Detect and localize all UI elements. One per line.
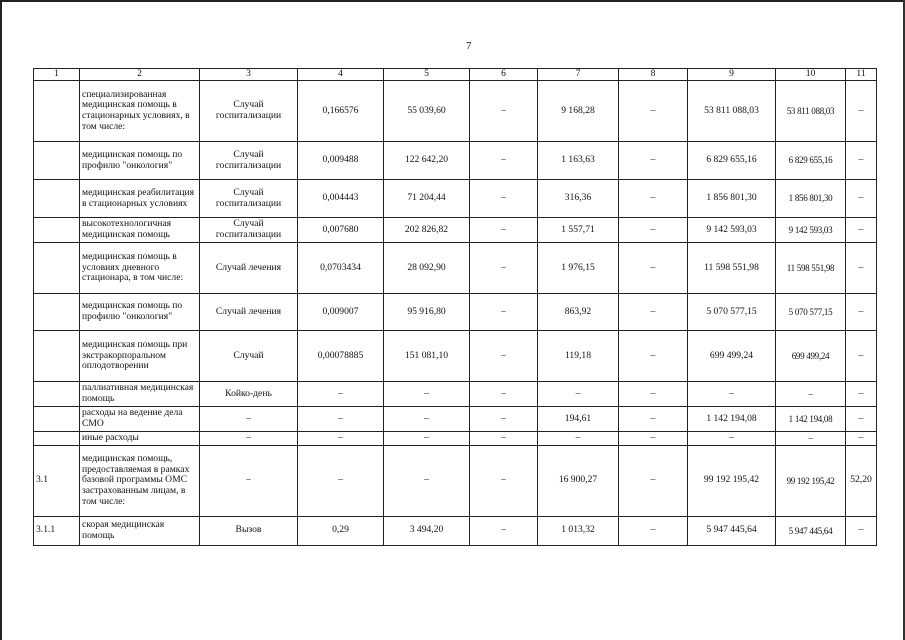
row-col6: –	[470, 180, 538, 218]
table-row	[34, 516, 877, 545]
row-norm: 0,0703434	[298, 243, 384, 294]
column-header: 5	[384, 69, 470, 81]
column-header: 9	[688, 69, 776, 81]
row-number	[34, 294, 80, 331]
row-description: иные расходы	[80, 432, 200, 446]
row-col6: –	[470, 407, 538, 432]
row-share: –	[846, 243, 877, 294]
row-cost: –	[384, 445, 470, 516]
row-norm: 0,007680	[298, 218, 384, 243]
row-total: 5 070 577,15	[688, 294, 776, 331]
row-norm: –	[298, 407, 384, 432]
row-total-oms: 99 192 195,42	[776, 445, 846, 516]
row-total: 6 829 655,16	[688, 142, 776, 180]
row-col8: –	[619, 294, 688, 331]
row-total: 99 192 195,42	[688, 445, 776, 516]
row-number	[34, 331, 80, 382]
row-per-capita: –	[538, 432, 619, 446]
row-per-capita: 316,36	[538, 180, 619, 218]
row-description: специализированная медицинская помощь в стационарных условиях, в том числе:	[80, 81, 200, 142]
table-row	[34, 294, 877, 331]
row-unit: Случай	[200, 331, 298, 382]
row-number	[34, 142, 80, 180]
row-unit: Вызов	[200, 516, 298, 545]
row-share: –	[846, 516, 877, 545]
row-total: 1 856 801,30	[688, 180, 776, 218]
row-per-capita: 16 900,27	[538, 445, 619, 516]
table-row	[34, 81, 877, 142]
column-header: 6	[470, 69, 538, 81]
row-cost: 95 916,80	[384, 294, 470, 331]
row-share: –	[846, 180, 877, 218]
row-total: –	[688, 432, 776, 446]
table-header-row	[34, 69, 877, 81]
row-cost: –	[384, 382, 470, 407]
row-norm: 0,166576	[298, 81, 384, 142]
row-col6: –	[470, 382, 538, 407]
row-number	[34, 218, 80, 243]
row-unit: Случай госпитализации	[200, 142, 298, 180]
column-header: 11	[846, 69, 877, 81]
row-cost: 71 204,44	[384, 180, 470, 218]
row-col8: –	[619, 81, 688, 142]
row-col6: –	[470, 331, 538, 382]
row-share: –	[846, 81, 877, 142]
row-cost: –	[384, 432, 470, 446]
row-description: медицинская реабилитация в стационарных условиях	[80, 180, 200, 218]
row-total: 5 947 445,64	[688, 516, 776, 545]
row-number: 3.1	[34, 445, 80, 516]
row-col8: –	[619, 432, 688, 446]
row-unit: –	[200, 445, 298, 516]
row-per-capita: 1 557,71	[538, 218, 619, 243]
row-norm: 0,009007	[298, 294, 384, 331]
row-cost: 202 826,82	[384, 218, 470, 243]
row-col6: –	[470, 142, 538, 180]
row-col8: –	[619, 516, 688, 545]
row-total: 9 142 593,03	[688, 218, 776, 243]
row-unit: Случай госпитализации	[200, 180, 298, 218]
row-norm: 0,004443	[298, 180, 384, 218]
row-number: 3.1.1	[34, 516, 80, 545]
row-col8: –	[619, 180, 688, 218]
row-col8: –	[619, 243, 688, 294]
row-col6: –	[470, 432, 538, 446]
row-col8: –	[619, 382, 688, 407]
row-total-oms: 11 598 551,98	[776, 243, 846, 294]
row-description: высокотехнологичная медицинская помощь	[80, 218, 200, 243]
row-number	[34, 432, 80, 446]
row-total-oms: 9 142 593,03	[776, 218, 846, 243]
row-col8: –	[619, 218, 688, 243]
row-share: –	[846, 218, 877, 243]
row-norm: 0,29	[298, 516, 384, 545]
row-number	[34, 243, 80, 294]
row-total: 11 598 551,98	[688, 243, 776, 294]
row-total: –	[688, 382, 776, 407]
column-header: 4	[298, 69, 384, 81]
table-row	[34, 445, 877, 516]
column-header: 3	[200, 69, 298, 81]
row-col6: –	[470, 445, 538, 516]
row-total-oms: –	[776, 432, 846, 446]
tariff-table	[33, 68, 877, 546]
row-per-capita: 9 168,28	[538, 81, 619, 142]
column-header: 8	[619, 69, 688, 81]
row-per-capita: 863,92	[538, 294, 619, 331]
row-unit: Случай госпитализации	[200, 81, 298, 142]
table-row	[34, 243, 877, 294]
row-description: медицинская помощь в условиях дневного стационара, в том числе:	[80, 243, 200, 294]
column-header: 7	[538, 69, 619, 81]
row-share: –	[846, 432, 877, 446]
row-description: расходы на ведение дела СМО	[80, 407, 200, 432]
page-number: 7	[466, 40, 472, 52]
row-description: медицинская помощь по профилю "онкология"	[80, 294, 200, 331]
row-total-oms: 6 829 655,16	[776, 142, 846, 180]
row-share: –	[846, 382, 877, 407]
scan-edge-top	[0, 0, 905, 2]
row-norm: –	[298, 445, 384, 516]
table-row	[34, 180, 877, 218]
table-row	[34, 218, 877, 243]
row-per-capita: 194,61	[538, 407, 619, 432]
row-total: 53 811 088,03	[688, 81, 776, 142]
row-unit: –	[200, 432, 298, 446]
row-cost: 55 039,60	[384, 81, 470, 142]
row-total-oms: 5 947 445,64	[776, 516, 846, 545]
row-description: медицинская помощь, предоставляемая в рамках базовой программы ОМС застрахованным лицам, в том числе:	[80, 445, 200, 516]
row-total-oms: 699 499,24	[776, 331, 846, 382]
row-col6: –	[470, 81, 538, 142]
row-cost: 3 494,20	[384, 516, 470, 545]
row-per-capita: 1 013,32	[538, 516, 619, 545]
row-total-oms: 5 070 577,15	[776, 294, 846, 331]
row-share: –	[846, 407, 877, 432]
row-col8: –	[619, 407, 688, 432]
row-description: скорая медицинская помощь	[80, 516, 200, 545]
row-col6: –	[470, 218, 538, 243]
row-total-oms: 53 811 088,03	[776, 81, 846, 142]
row-share: –	[846, 142, 877, 180]
row-unit: Случай лечения	[200, 243, 298, 294]
table-row	[34, 331, 877, 382]
row-cost: 28 092,90	[384, 243, 470, 294]
row-unit: Койко-день	[200, 382, 298, 407]
row-norm: –	[298, 382, 384, 407]
row-cost: –	[384, 407, 470, 432]
row-col8: –	[619, 331, 688, 382]
row-number	[34, 81, 80, 142]
scan-edge-left	[0, 0, 2, 640]
row-number	[34, 382, 80, 407]
table-row	[34, 142, 877, 180]
row-per-capita: –	[538, 382, 619, 407]
row-unit: –	[200, 407, 298, 432]
row-col6: –	[470, 516, 538, 545]
column-header: 10	[776, 69, 846, 81]
row-col8: –	[619, 445, 688, 516]
row-per-capita: 1 976,15	[538, 243, 619, 294]
row-share: –	[846, 331, 877, 382]
table-row	[34, 382, 877, 407]
column-header: 2	[80, 69, 200, 81]
row-number	[34, 180, 80, 218]
table-row	[34, 432, 877, 446]
row-unit: Случай лечения	[200, 294, 298, 331]
table-row	[34, 407, 877, 432]
row-number	[34, 407, 80, 432]
row-cost: 122 642,20	[384, 142, 470, 180]
row-norm: 0,00078885	[298, 331, 384, 382]
row-total: 699 499,24	[688, 331, 776, 382]
row-share: 52,20	[846, 445, 877, 516]
row-per-capita: 119,18	[538, 331, 619, 382]
row-total: 1 142 194,08	[688, 407, 776, 432]
row-col6: –	[470, 243, 538, 294]
row-col6: –	[470, 294, 538, 331]
row-share: –	[846, 294, 877, 331]
row-total-oms: –	[776, 382, 846, 407]
row-description: паллиативная медицинская помощь	[80, 382, 200, 407]
row-unit: Случай госпитализации	[200, 218, 298, 243]
row-norm: –	[298, 432, 384, 446]
column-header: 1	[34, 69, 80, 81]
row-total-oms: 1 142 194,08	[776, 407, 846, 432]
row-col8: –	[619, 142, 688, 180]
row-cost: 151 081,10	[384, 331, 470, 382]
row-norm: 0,009488	[298, 142, 384, 180]
row-total-oms: 1 856 801,30	[776, 180, 846, 218]
row-description: медицинская помощь по профилю "онкология"	[80, 142, 200, 180]
row-per-capita: 1 163,63	[538, 142, 619, 180]
row-description: медицинская помощь при экстракорпоральном оплодотворении	[80, 331, 200, 382]
